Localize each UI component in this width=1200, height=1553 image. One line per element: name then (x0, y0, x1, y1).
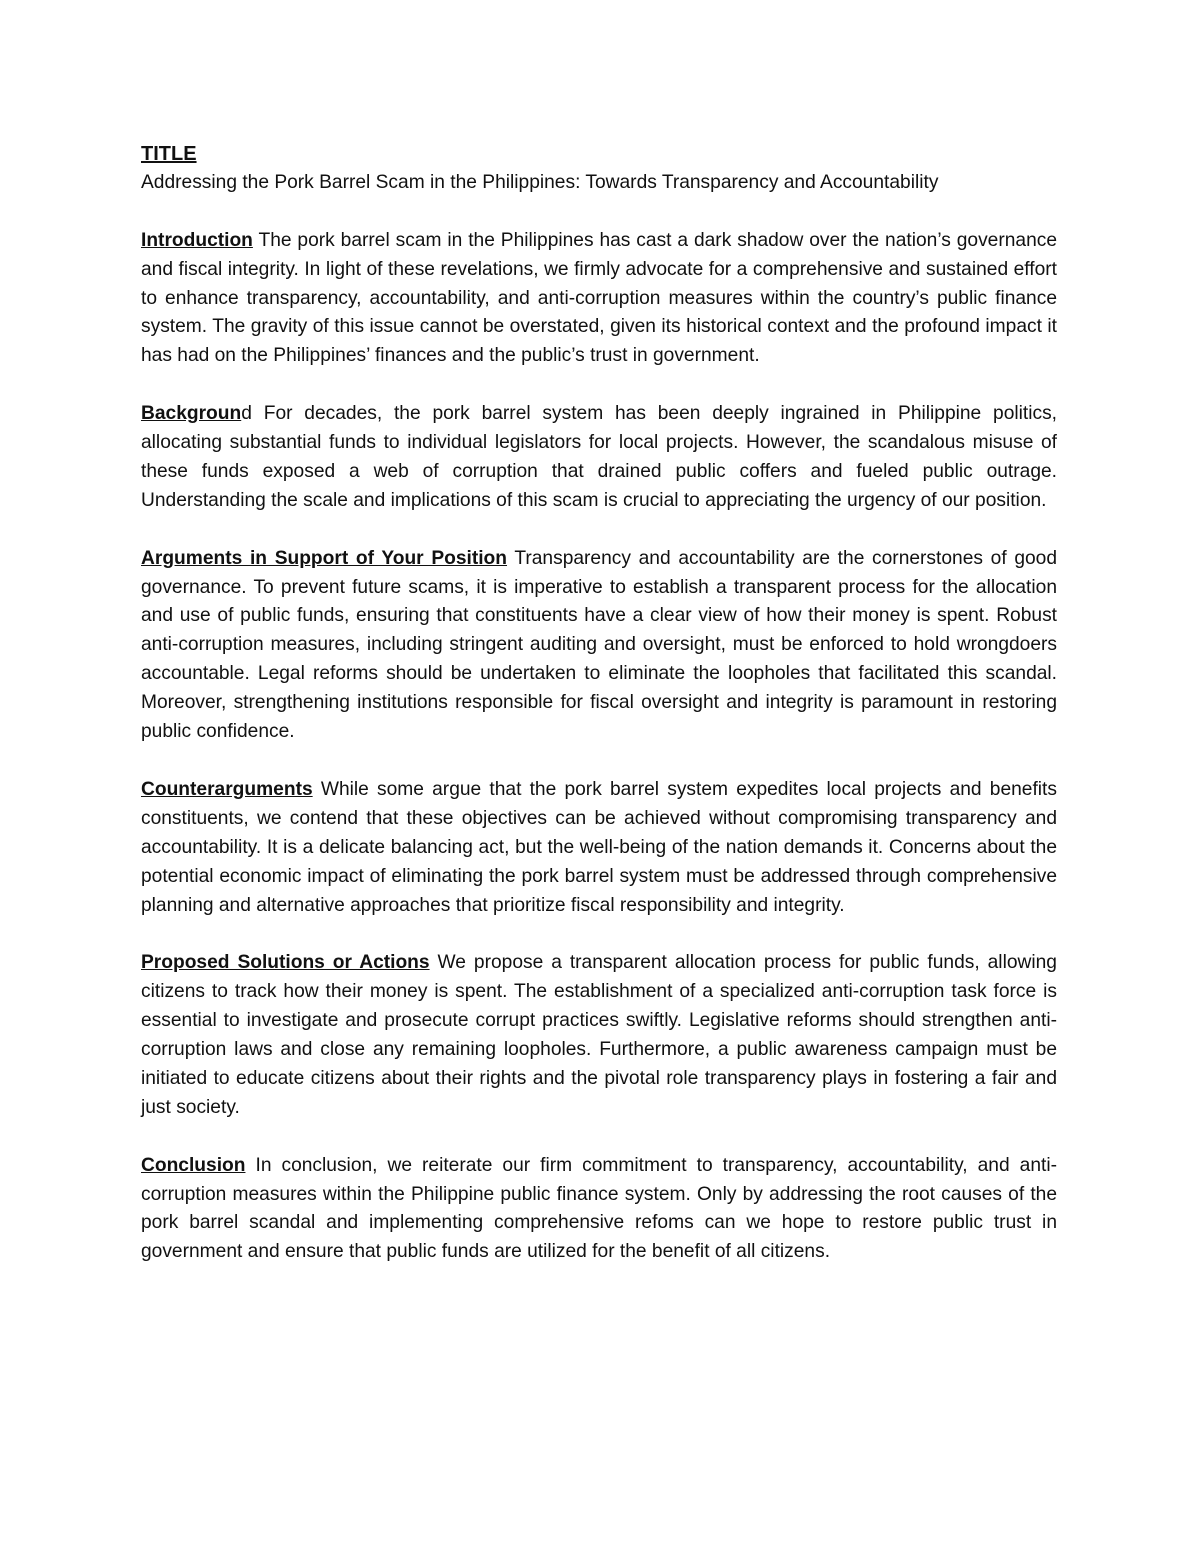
section-heading-tail: d (241, 403, 252, 425)
section-proposed-solutions (141, 949, 1057, 1122)
section-body: We propose a transparent allocation process for public funds, allowing citizens to track how their money is spent. The establishment of a specialized anti-corruption task force is essential to investigate and prosecute corrupt practices swiftly. Legislative reforms should strengthen anti-corruption laws and close any remaining loopholes. Furthermore, a public awareness campaign must be initiated to educate citizens about their rights and the pivotal role transparency plays in fostering a fair and just society. (141, 952, 1057, 1118)
section-introduction (141, 227, 1057, 372)
section-heading: Backgroun (141, 403, 242, 425)
section-heading: Introduction (141, 229, 253, 251)
section-background (141, 400, 1057, 516)
section-arguments (141, 545, 1057, 747)
section-heading: Proposed Solutions or Actions (141, 952, 430, 974)
section-body: The pork barrel scam in the Philippines has cast a dark shadow over the nation’s governance and fiscal integrity. In light of these revelations, we firmly advocate for a comprehensive and sustained effort to enhance transparency, accountability, and anti-corruption measures within the country’s public finance system. The gravity of this issue cannot be overstated, given its historical context and the profound impact it has had on the Philippines’ finances and the public’s trust in government. (141, 229, 1057, 367)
section-counterarguments (141, 776, 1057, 921)
section-conclusion (141, 1152, 1057, 1268)
document-title: Addressing the Pork Barrel Scam in the Philippines: Towards Transparency and Accountability (141, 171, 939, 193)
section-heading: Counterarguments (141, 778, 313, 800)
section-heading: Arguments in Support of Your Position (141, 547, 508, 569)
section-body: For decades, the pork barrel system has been deeply ingrained in Philippine politics, allocating substantial funds to individual legislators for local projects. However, the scandalous misuse of these funds exposed a web of corruption that drained public coffers and fueled public outrage. Understanding the scale and implications of this scam is crucial to appreciating the urgency of our position. (141, 403, 1058, 511)
section-body: While some argue that the pork barrel system expedites local projects and benefits constituents, we contend that these objectives can be achieved without compromising transparency and accountability. It is a delicate balancing act, but the well-being of the nation demands it. Concerns about the potential economic impact of eliminating the pork barrel system must be addressed through comprehensive planning and alternative approaches that prioritize fiscal responsibility and integrity. (141, 778, 1057, 916)
section-body: Transparency and accountability are the cornerstones of good governance. To prevent future scams, it is imperative to establish a transparent process for the allocation and use of public funds, ensuring that constituents have a clear view of how their money is spent. Robust anti-corruption measures, including stringent auditing and oversight, must be enforced to hold wrongdoers accountable. Legal reforms should be undertaken to eliminate the loopholes that facilitated this scandal. Moreover, strengthening institutions responsible for fiscal oversight and integrity is paramount in restoring public confidence. (141, 547, 1058, 743)
section-heading: Conclusion (141, 1154, 246, 1176)
title-label: TITLE (141, 143, 197, 165)
section-body: In conclusion, we reiterate our firm commitment to transparency, accountability, and anti-corruption measures within the Philippine public finance system. Only by addressing the root causes of the pork barrel scandal and implementing comprehensive refoms can we hope to restore public trust in government and ensure that public funds are utilized for the benefit of all citizens. (141, 1154, 1057, 1263)
document-page (141, 140, 1057, 1296)
